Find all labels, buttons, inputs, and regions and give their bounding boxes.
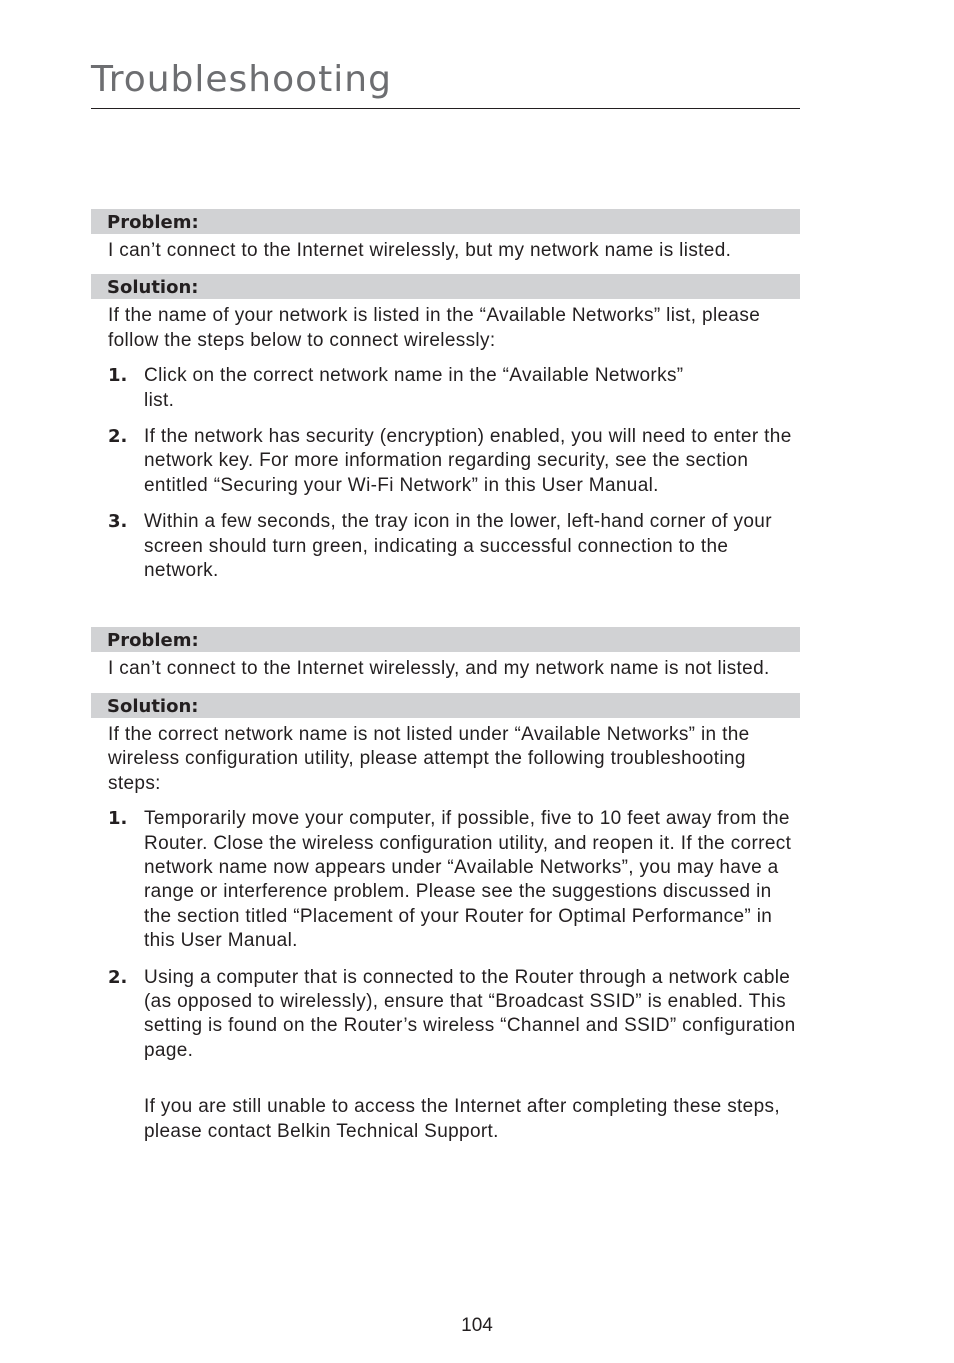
step-number: 2. [108,966,128,988]
page-title: Troubleshooting [91,59,392,100]
page-number: 104 [461,1315,493,1336]
step-number: 1. [108,365,128,387]
troubleshooting-section-2 [91,627,800,1144]
title-divider [91,108,800,109]
solution-header: Solution: [91,693,800,718]
problem-header: Problem: [91,209,800,234]
step-item [91,364,800,413]
step-number: 3. [108,511,128,533]
step-text: If the network has security (encryption) enabled, you will need to enter the network key. For more information regarding security, see the section entitled “Securing your Wi-Fi Network” in this User Manual. [144,426,792,496]
step-text: Temporarily move your computer, if possible, five to 10 feet away from the Router. Close the wireless configuration utility, and reopen it. If the correct network name now appears under “Available Networks”, you may have a range or interference problem. Please see the suggestions discussed in the section titled “Placement of your Router for Optimal Performance” in this User Manual. [144,808,792,952]
step-text: Click on the correct network name in the “Available Networks” list. [144,365,684,411]
solution-intro: If the name of your network is listed in the “Available Networks” list, please follow the steps below to connect wirelessly: [108,305,761,351]
step-number: 1. [108,808,128,830]
step-number: 2. [108,426,128,448]
problem-header: Problem: [91,627,800,652]
step-item [91,966,800,1064]
step-text: Using a computer that is connected to the Router through a network cable (as opposed to wirelessly), ensure that “Broadcast SSID” is enabled. This setting is found on the Router’s wireless “Channel and SSID” configuration page. [144,966,796,1061]
solution-intro: If the correct network name is not listed under “Available Networks” in the wireless configuration utility, please attempt the following troubleshooting steps: [108,723,750,794]
solution-steps [91,807,800,1063]
troubleshooting-section-1 [91,209,800,583]
main-content [91,209,800,1144]
closing-note: If you are still unable to access the Internet after completing these steps, please contact Belkin Technical Support. [144,1096,780,1142]
solution-steps [91,364,800,583]
solution-header: Solution: [91,274,800,299]
step-text: Within a few seconds, the tray icon in the lower, left-hand corner of your screen should turn green, indicating a successful connection to the network. [144,511,772,582]
step-item [91,425,800,498]
step-item [91,807,800,953]
problem-text: I can’t connect to the Internet wirelessly, and my network name is not listed. [108,658,770,680]
step-item [91,510,800,583]
problem-text: I can’t connect to the Internet wirelessly, but my network name is listed. [108,240,732,261]
